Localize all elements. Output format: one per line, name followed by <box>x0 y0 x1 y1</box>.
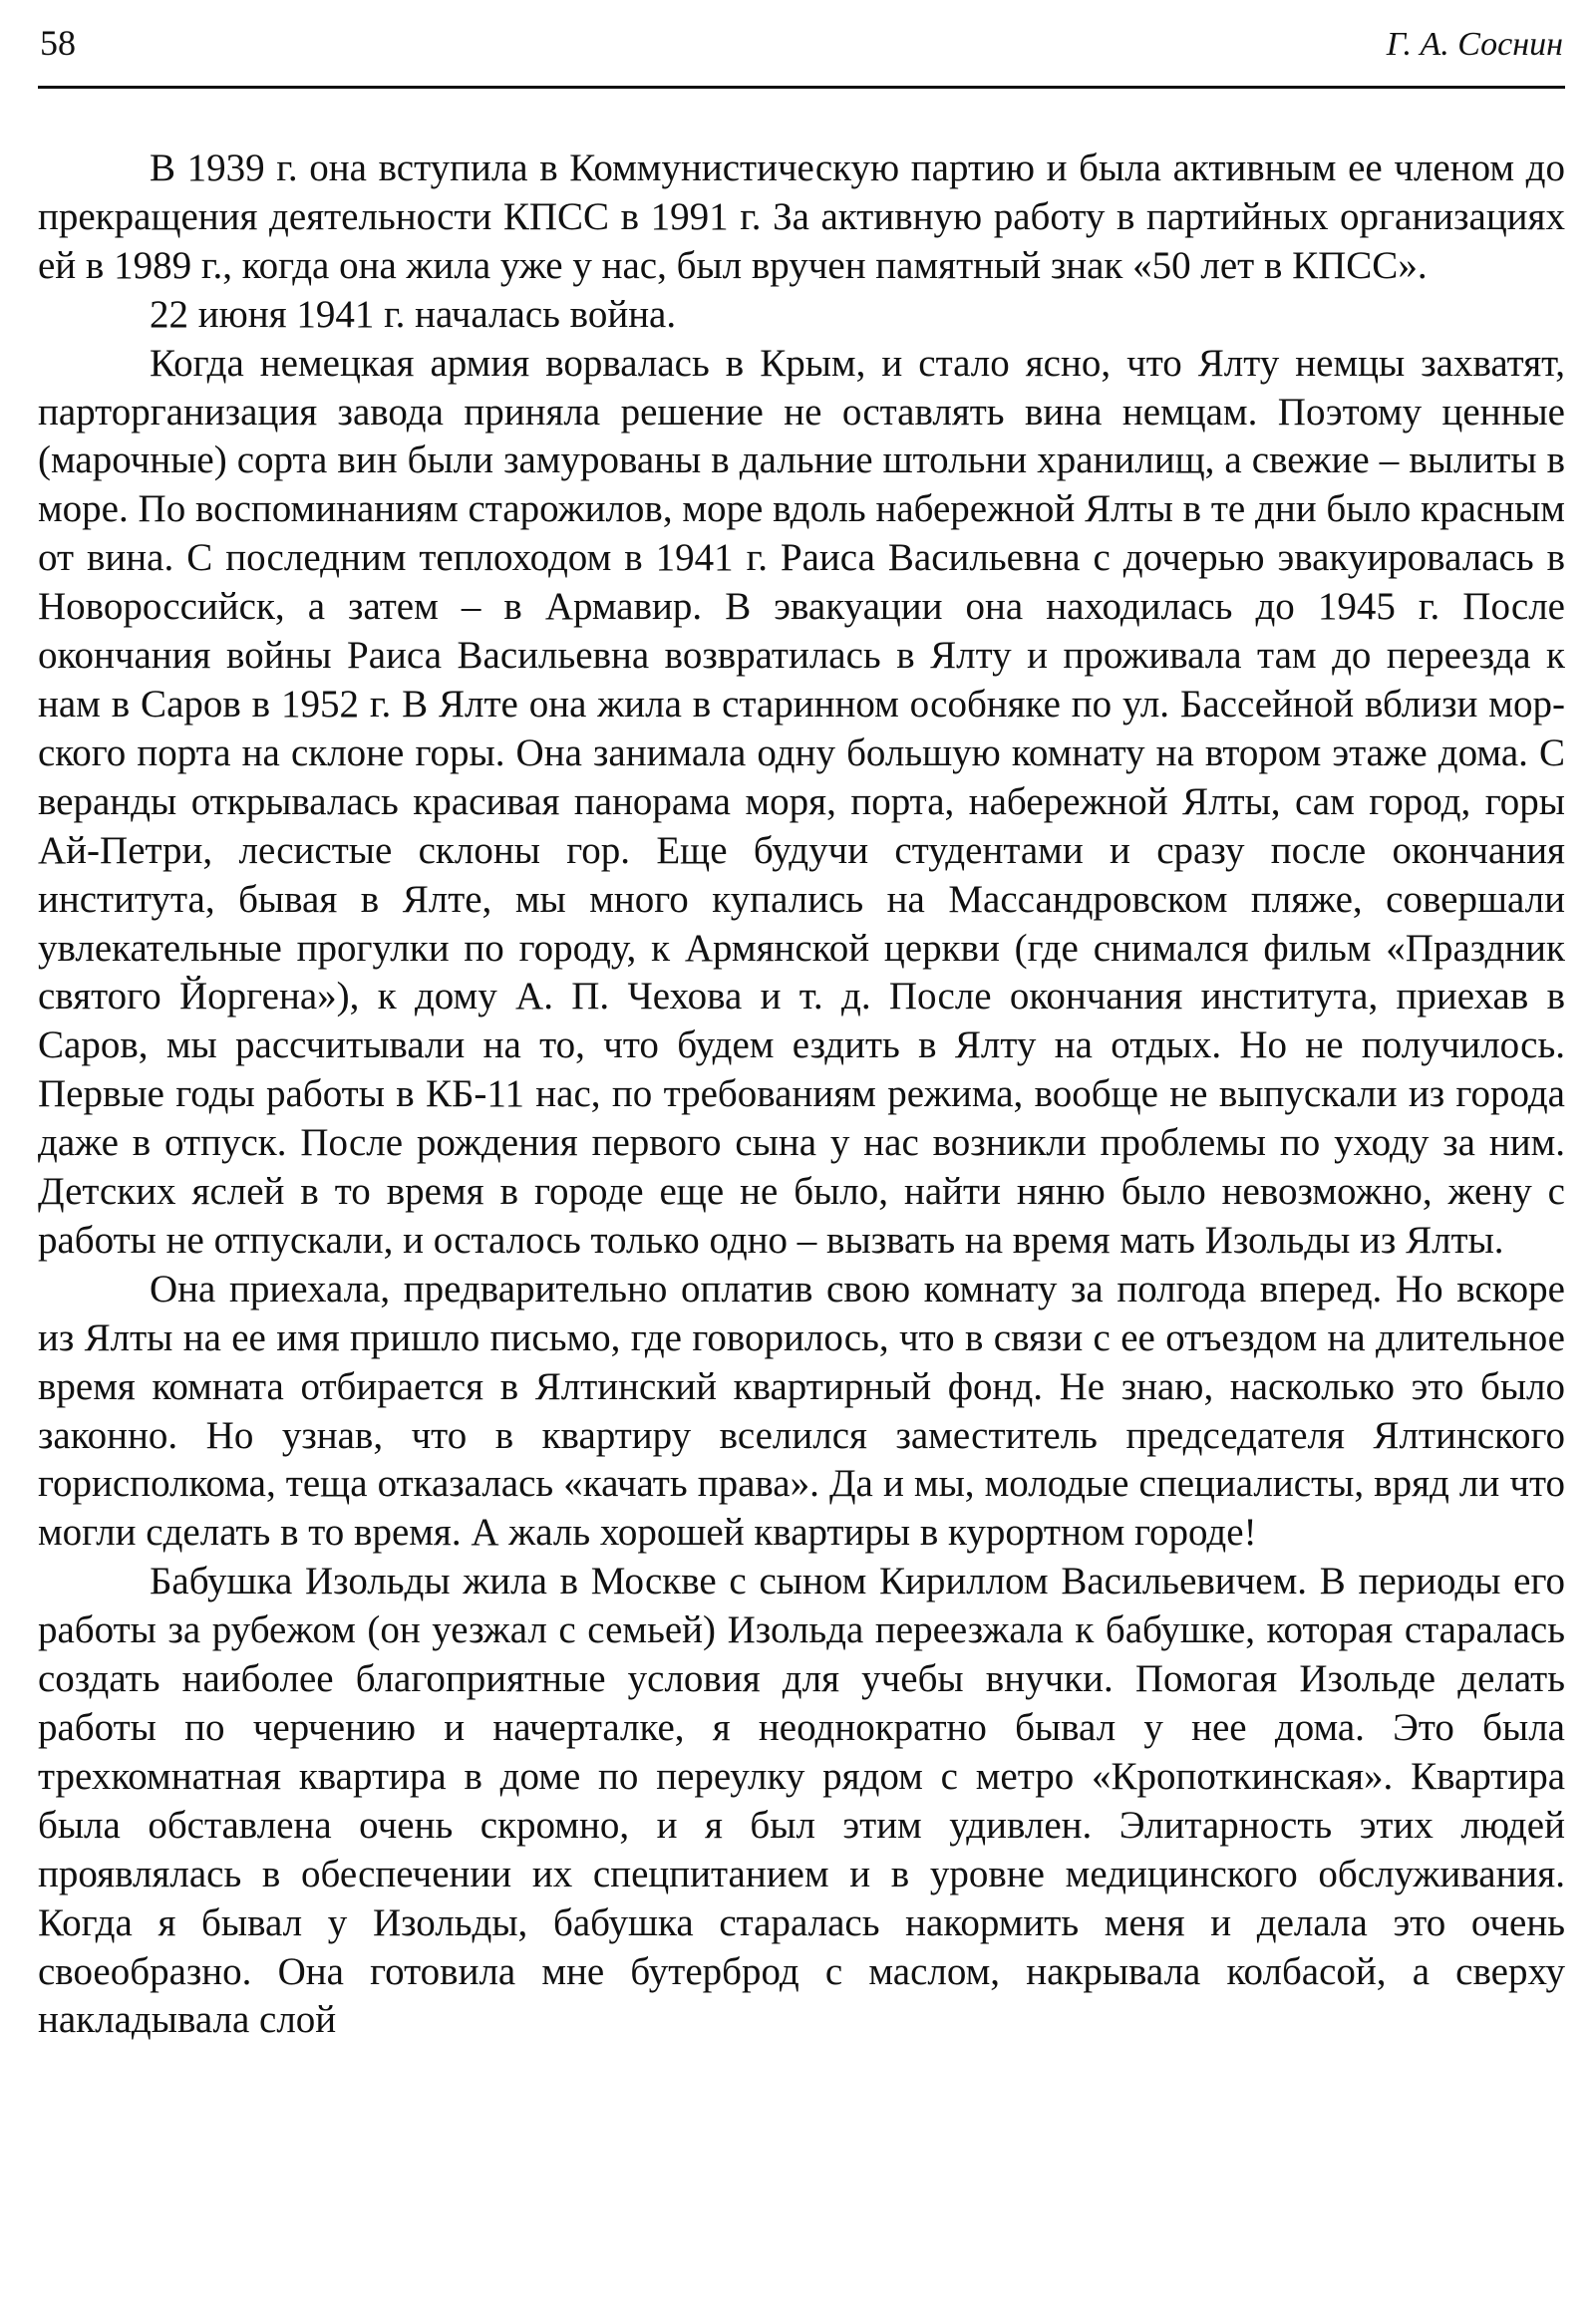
paragraph: Бабушка Изольды жила в Москве с сыном Кириллом Васильевичем. В периоды его работы за рубежом (он уезжал с семьей) Изольда переезжала к бабушке, которая старалась создать наиболее благоприятные условия для учебы внучки. Помогая Изольде делать работы по черчению и начерталке, я неоднократно бывал у нее дома. Это была трехкомнатная квартира в доме по переулку рядом с метро «Кропоткинская». Квартира была обставлена очень скромно, и я был этим удивлен. Элитарность этих людей проявлялась в обеспечении их спецпитанием и в уровне медицинского обслуживания. Когда я бывал у Изольды, бабушка старалась накормить меня и делала это очень своеобразно. Она готовила мне бутерброд с маслом, накрывала колбасой, а сверху накладывала слой <box>38 1560 1565 2042</box>
paragraph: Она приехала, предварительно оплатив свою комнату за полгода вперед. Но вскоре из Ялты на ее имя пришло письмо, где говорилось, что в связи с ее отъездом на длительное время комната отбирается в Ялтинский квартирный фонд. Не знаю, насколько это было законно. Но узнав, что в квартиру вселился заместитель председателя Ялтинского горисполкома, теща отказалась «качать права». Да и мы, молодые специалисты, вряд ли что могли сделать в то время. А жаль хорошей квартиры в курортном городе! <box>38 1267 1565 1555</box>
body-text <box>38 145 1565 2045</box>
paragraph: 22 июня 1941 г. началась война. <box>150 292 677 336</box>
paragraph: Когда немецкая армия ворвалась в Крым, и стало ясно, что Ялту немцы захватят, парторганизация завода приняла решение не оставлять вина немцам. Поэтому ценные (марочные) сорта вин были замурованы в дальние штольни хранилищ, а свежие – вылиты в море. По воспоминаниям старожилов, море вдоль набережной Ялты в те дни было красным от вина. С последним теплоходом в 1941 г. Раиса Васильевна с дочерью эвакуировалась в Новороссийск, а затем – в Армавир. В эвакуации она находилась до 1945 г. После окончания войны Раиса Васильевна возвратилась в Ялту и проживала там до переезда к нам в Саров в 1952 г. В Ялте она жила в старинном особняке по ул. Бассейной вблизи морского порта на склоне горы. Она занимала одну большую комнату на втором этаже дома. С веранды открывалась красивая панорама моря, порта, набережной Ялты, сам город, горы Ай-Петри, лесистые склоны гор. Еще будучи студентами и сразу после окончания института, бывая в Ялте, мы много купались на Массандровском пляже, совершали увлекательные прогулки по городу, к Армянской церкви (где снимался фильм «Праздник святого Йоргена»), к дому А. П. Чехова и т. д. После окончания института, приехав в Саров, мы рассчитывали на то, что будем ездить в Ялту на отдых. Но не получилось. Первые годы работы в КБ-11 нас, по требованиям режима, вообще не выпускали из города даже в отпуск. После рождения первого сына у нас возникли проблемы по уходу за ним. Детских яслей в то время в городе еще не было, найти няню было невозможно, жену с работы не отпускали, и осталось только одно – вызвать на время мать Изольды из Ялты. <box>38 341 1565 1262</box>
running-head-author: Г. А. Соснин <box>1386 26 1563 63</box>
paragraph: В 1939 г. она вступила в Коммунистическую партию и была активным ее членом до прекращения деятельности КПСС в 1991 г. За активную работу в партийных организациях ей в 1989 г., когда она жила уже у нас, был вручен памятный знак «50 лет в КПСС». <box>38 146 1565 287</box>
page-number: 58 <box>40 23 76 63</box>
book-page <box>38 0 1565 2045</box>
running-header <box>38 0 1565 89</box>
